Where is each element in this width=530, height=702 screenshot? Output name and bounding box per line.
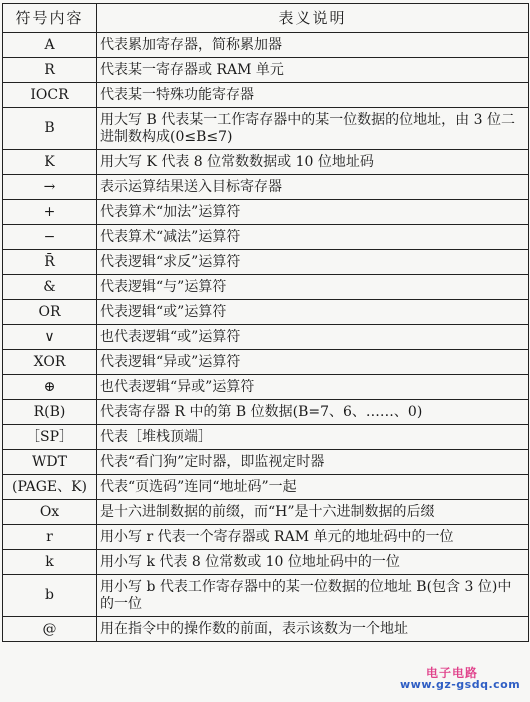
table-row bbox=[3, 575, 529, 617]
meaning-cell: 代表［堆栈顶端］ bbox=[97, 425, 529, 450]
table-row bbox=[3, 150, 529, 175]
symbol-cell: OR bbox=[3, 300, 97, 325]
meaning-cell: 代表算术“减法”运算符 bbox=[97, 225, 529, 250]
symbol-cell: WDT bbox=[3, 450, 97, 475]
meaning-cell: 用大写 B 代表某一工作寄存器中的某一位数据的位地址，由 3 位二进制数构成(0≤B≤7) bbox=[97, 108, 529, 150]
symbol-cell: R̄ bbox=[3, 250, 97, 275]
meaning-cell: 代表“看门狗”定时器，即监视定时器 bbox=[97, 450, 529, 475]
symbol-cell: ⊕ bbox=[3, 375, 97, 400]
table-row bbox=[3, 108, 529, 150]
symbol-cell: (PAGE、K) bbox=[3, 475, 97, 500]
table-row bbox=[3, 83, 529, 108]
symbol-cell: ［SP］ bbox=[3, 425, 97, 450]
table-row bbox=[3, 550, 529, 575]
table-row bbox=[3, 450, 529, 475]
table-row bbox=[3, 425, 529, 450]
meaning-cell: 代表逻辑“或”运算符 bbox=[97, 300, 529, 325]
table-row bbox=[3, 275, 529, 300]
symbol-cell: K bbox=[3, 150, 97, 175]
table-row bbox=[3, 525, 529, 550]
meaning-cell: 代表逻辑“与”运算符 bbox=[97, 275, 529, 300]
symbol-cell: @ bbox=[3, 617, 97, 642]
symbol-cell: ∨ bbox=[3, 325, 97, 350]
meaning-cell: 代表累加寄存器，简称累加器 bbox=[97, 33, 529, 58]
table-row bbox=[3, 200, 529, 225]
symbol-cell: + bbox=[3, 200, 97, 225]
meaning-cell: 代表逻辑“求反”运算符 bbox=[97, 250, 529, 275]
meaning-cell: 代表寄存器 R 中的第 B 位数据(B=7、6、……、0) bbox=[97, 400, 529, 425]
table-row bbox=[3, 225, 529, 250]
symbol-cell: R bbox=[3, 58, 97, 83]
watermark-url: www.gz-gsdq.com bbox=[400, 678, 521, 691]
table-row bbox=[3, 33, 529, 58]
table-row bbox=[3, 250, 529, 275]
meaning-cell: 也代表逻辑“或”运算符 bbox=[97, 325, 529, 350]
table-body bbox=[3, 33, 529, 642]
meaning-cell: 也代表逻辑“异或”运算符 bbox=[97, 375, 529, 400]
symbol-cell: → bbox=[3, 175, 97, 200]
symbol-table bbox=[2, 3, 529, 642]
table-row bbox=[3, 500, 529, 525]
table-row bbox=[3, 400, 529, 425]
table-row bbox=[3, 475, 529, 500]
symbol-cell: XOR bbox=[3, 350, 97, 375]
meaning-cell: 用小写 k 代表 8 位常数或 10 位地址码中的一位 bbox=[97, 550, 529, 575]
table-row bbox=[3, 617, 529, 642]
meaning-cell: 代表逻辑“异或”运算符 bbox=[97, 350, 529, 375]
symbol-cell: A bbox=[3, 33, 97, 58]
meaning-cell: 代表某一特殊功能寄存器 bbox=[97, 83, 529, 108]
meaning-cell: 用小写 b 代表工作寄存器中的某一位数据的位地址 B(包含 3 位)中的一位 bbox=[97, 575, 529, 617]
symbol-cell: r bbox=[3, 525, 97, 550]
symbol-cell: B bbox=[3, 108, 97, 150]
meaning-cell: 表示运算结果送入目标寄存器 bbox=[97, 175, 529, 200]
meaning-cell: 代表算术“加法”运算符 bbox=[97, 200, 529, 225]
symbol-cell: & bbox=[3, 275, 97, 300]
header-symbol: 符号内容 bbox=[3, 4, 97, 33]
meaning-cell: 代表“页选码”连同“地址码”一起 bbox=[97, 475, 529, 500]
meaning-cell: 用小写 r 代表一个寄存器或 RAM 单元的地址码中的一位 bbox=[97, 525, 529, 550]
symbol-cell: IOCR bbox=[3, 83, 97, 108]
meaning-cell: 用在指令中的操作数的前面，表示该数为一个地址 bbox=[97, 617, 529, 642]
symbol-cell: − bbox=[3, 225, 97, 250]
table-header-row bbox=[3, 4, 529, 33]
table-row bbox=[3, 350, 529, 375]
table-row bbox=[3, 300, 529, 325]
meaning-cell: 是十六进制数据的前缀，而“H”是十六进制数据的后缀 bbox=[97, 500, 529, 525]
table-row bbox=[3, 58, 529, 83]
header-meaning: 表义说明 bbox=[97, 4, 529, 33]
symbol-cell: R(B) bbox=[3, 400, 97, 425]
meaning-cell: 用大写 K 代表 8 位常数数据或 10 位地址码 bbox=[97, 150, 529, 175]
symbol-cell: b bbox=[3, 575, 97, 617]
table-row bbox=[3, 375, 529, 400]
symbol-cell: Ox bbox=[3, 500, 97, 525]
table-row bbox=[3, 325, 529, 350]
table-row bbox=[3, 175, 529, 200]
meaning-cell: 代表某一寄存器或 RAM 单元 bbox=[97, 58, 529, 83]
site-watermark bbox=[400, 664, 528, 696]
watermark-title: 电子电路 bbox=[426, 666, 479, 680]
symbol-cell: k bbox=[3, 550, 97, 575]
